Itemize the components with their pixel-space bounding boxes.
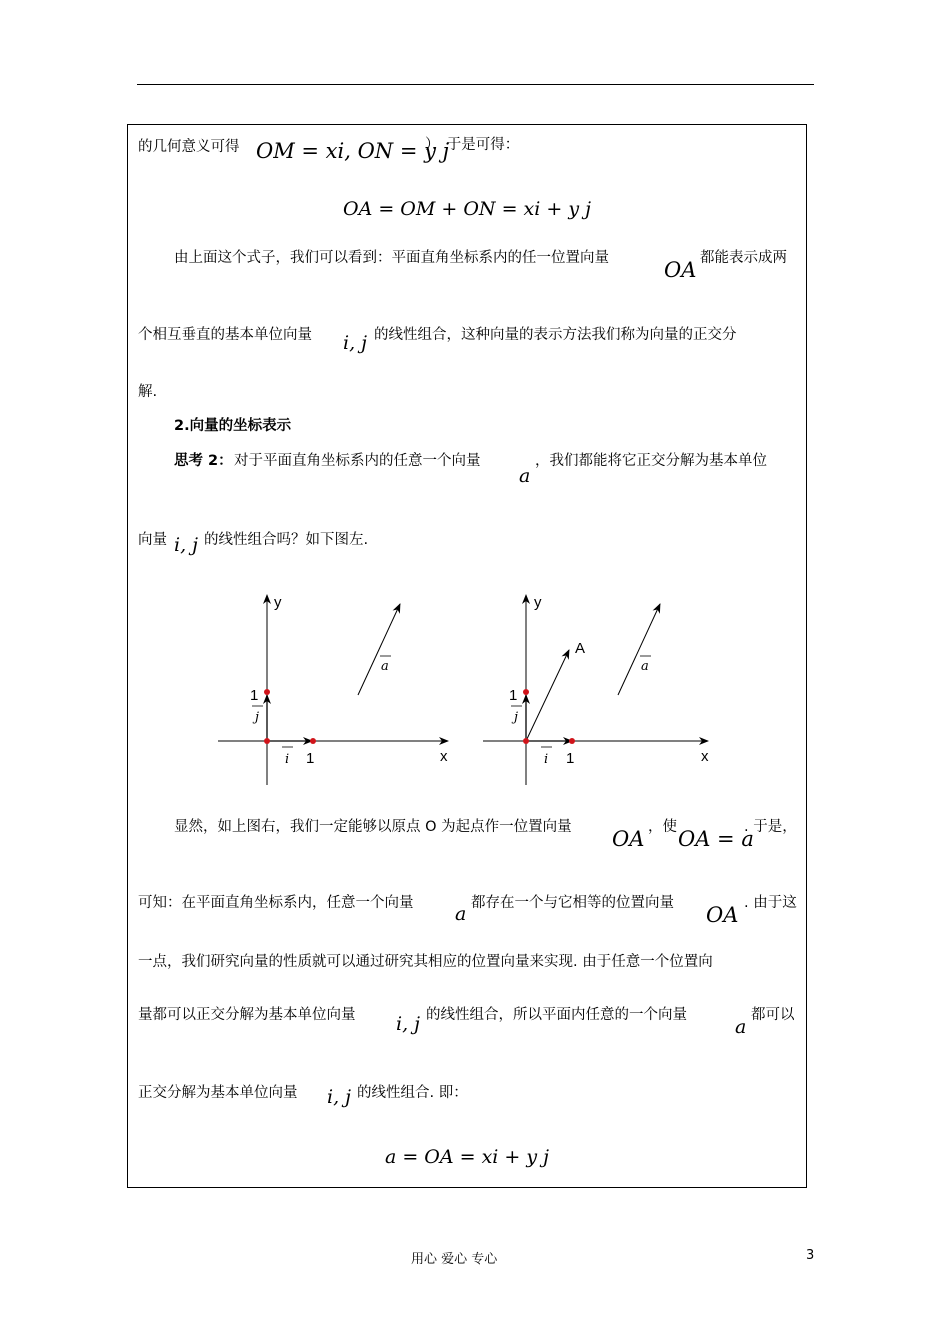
right-a-label: a (641, 659, 649, 674)
right-A-label: A (575, 640, 586, 657)
left-j-label: j (255, 710, 260, 725)
p7-end: . 于是， (744, 819, 797, 835)
p2-end: 都能表示成两 (700, 250, 787, 266)
left-one-x-label: 1 (306, 750, 315, 767)
left-unit-x-point (310, 738, 316, 744)
p11-math-ij: i, j (327, 1086, 352, 1108)
left-x-label: x (440, 748, 448, 765)
p6-math-ij: i, j (174, 534, 199, 556)
left-a-vector (358, 604, 400, 695)
left-a-label: a (381, 659, 389, 674)
figure-coordinate-systems (128, 575, 808, 805)
p5-math-a: a (519, 465, 531, 487)
p2-start: 由上面这个式子，我们可以看到：平面直角坐标系内的任一位置向量 (174, 250, 609, 266)
p3-end: 的线性组合，这种向量的表示方法我们称为向量的正交分 (374, 327, 737, 343)
right-y-label: y (534, 594, 542, 611)
p1-math: OM = xi, ON = y j (256, 139, 450, 163)
right-coordinate-system (483, 594, 709, 785)
section-heading: 2.向量的坐标表示 (174, 418, 292, 434)
p11-end: 的线性组合. 即： (357, 1085, 468, 1101)
p8-end: . 由于这 (744, 895, 797, 911)
right-unit-y-point (523, 689, 529, 695)
p4-text: 解. (138, 384, 158, 400)
right-one-y-label: 1 (509, 687, 518, 704)
p3-math-ij: i, j (343, 332, 368, 354)
equation-a-oa: a = OA = xi + y j (384, 1146, 550, 1168)
p2-math-oa: OA (664, 258, 697, 282)
p7-mid: ，使 (648, 819, 677, 835)
left-coordinate-system (218, 594, 448, 785)
p10-end: 都可以 (751, 1007, 795, 1023)
p10-start: 量都可以正交分解为基本单位向量 (138, 1007, 356, 1023)
p6-start: 向量 (138, 532, 167, 548)
right-a-vector (618, 604, 660, 695)
p5-end: ，我们都能将它正交分解为基本单位 (535, 453, 767, 469)
header-rule (137, 84, 814, 85)
p3-start: 个相互垂直的基本单位向量 (138, 327, 312, 343)
right-x-label: x (701, 748, 709, 765)
right-i-label: i (544, 752, 549, 767)
right-origin-point (523, 738, 529, 744)
left-y-label: y (274, 594, 282, 611)
p1-prefix: 的几何意义可得 (138, 139, 240, 155)
content-frame (127, 124, 807, 1188)
p5-bold: 思考 2： (174, 453, 233, 469)
p10-math-ij: i, j (396, 1013, 421, 1035)
right-oa-vector (526, 650, 569, 741)
right-j-label: j (514, 710, 519, 725)
p8-start: 可知：在平面直角坐标系内，任意一个向量 (138, 895, 414, 911)
p5-start: 对于平面直角坐标系内的任意一个向量 (234, 453, 481, 469)
p11-start: 正交分解为基本单位向量 (138, 1085, 298, 1101)
p7-start: 显然，如上图右，我们一定能够以原点 O 为起点作一位置向量 (174, 819, 572, 835)
p10-math-a: a (735, 1016, 747, 1038)
equation-oa: OA = OM + ON = xi + y j (343, 198, 591, 220)
p7-math-eq: OA = a (678, 827, 754, 851)
p1-suffix: ），于是可得： (425, 137, 520, 153)
left-one-y-label: 1 (250, 687, 259, 704)
right-one-x-label: 1 (566, 750, 575, 767)
left-origin-point (264, 738, 270, 744)
right-unit-x-point (569, 738, 575, 744)
p8-math-oa: OA (706, 903, 739, 927)
left-unit-y-point (264, 689, 270, 695)
p7-math-oa: OA (612, 827, 645, 851)
p10-mid: 的线性组合，所以平面内任意的一个向量 (426, 1007, 687, 1023)
page-number: 3 (806, 1248, 815, 1263)
footer-motto: 用心 爱心 专心 (411, 1252, 498, 1267)
p6-end: 的线性组合吗？如下图左. (204, 532, 369, 548)
left-i-label: i (285, 752, 290, 767)
p9-text: 一点，我们研究向量的性质就可以通过研究其相应的位置向量来实现. 由于任意一个位置向 (138, 954, 713, 970)
p8-mid: 都存在一个与它相等的位置向量 (471, 895, 674, 911)
p8-math-a: a (455, 903, 467, 925)
